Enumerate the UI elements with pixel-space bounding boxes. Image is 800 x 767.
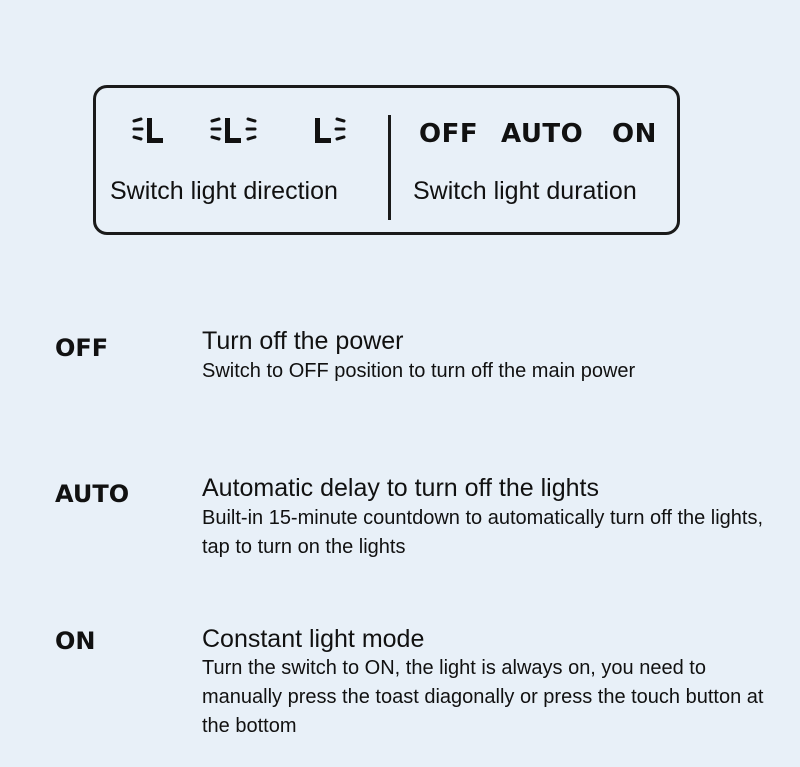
direction-caption: Switch light direction xyxy=(110,177,338,205)
switch-panel xyxy=(93,85,680,235)
light-right-icon xyxy=(312,116,352,146)
mode-off-label: OFF xyxy=(419,119,479,149)
mode-auto-label: AUTO xyxy=(501,119,584,149)
panel-divider xyxy=(388,115,391,220)
mode-on-label: ON xyxy=(612,119,657,149)
off-title: Turn off the power xyxy=(202,327,404,355)
on-title: Constant light mode xyxy=(202,625,425,653)
auto-key: AUTO xyxy=(55,480,130,508)
light-both-icon xyxy=(209,116,265,146)
on-key: ON xyxy=(55,627,96,655)
off-key: OFF xyxy=(55,334,109,362)
light-left-icon xyxy=(131,116,171,146)
duration-caption: Switch light duration xyxy=(413,177,637,205)
off-description: Switch to OFF position to turn off the main power xyxy=(202,360,636,382)
auto-description: Built-in 15-minute countdown to automatically turn off the lights, tap to turn on the lights xyxy=(202,507,764,558)
auto-title: Automatic delay to turn off the lights xyxy=(202,474,599,502)
on-description: Turn the switch to ON, the light is always on, you need to manually press the toast diagonally or press the touch button at the bottom xyxy=(202,657,764,737)
